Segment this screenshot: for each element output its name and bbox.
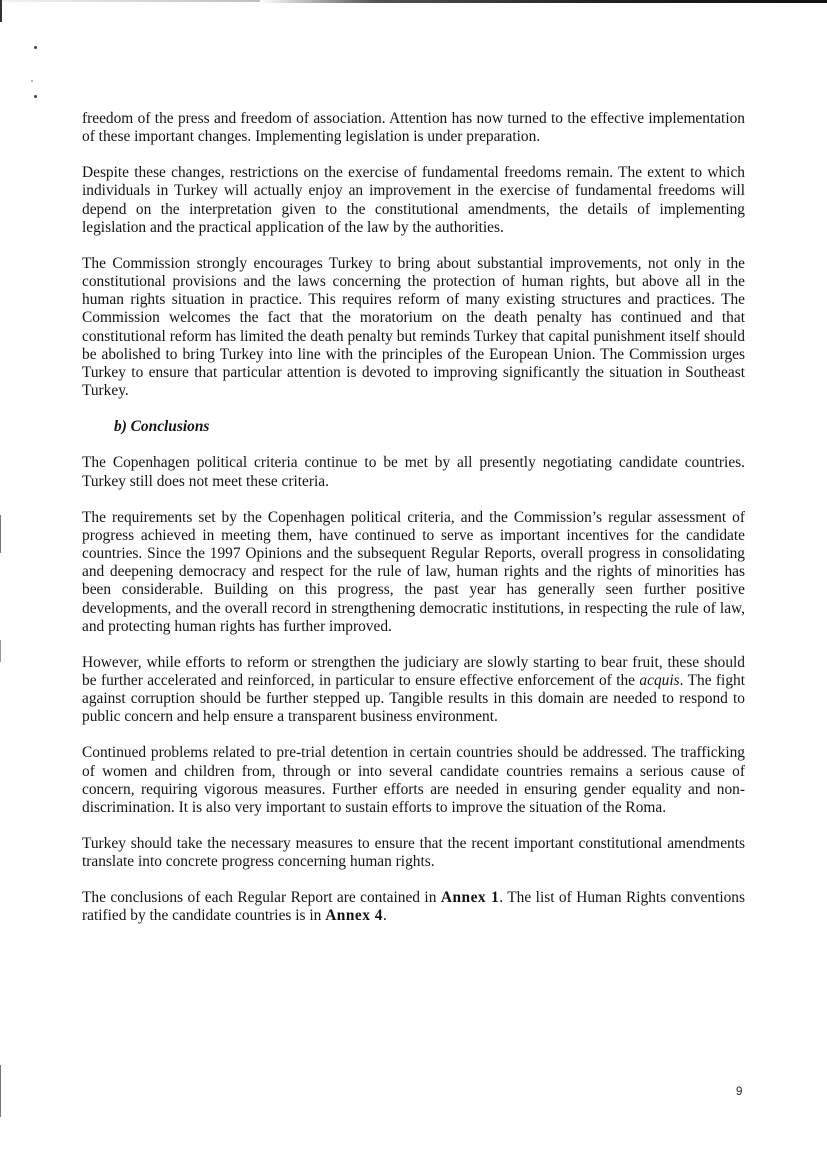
body-paragraph: Despite these changes, restrictions on the exercise of fundamental freedoms remain. The extent to which individuals in Turkey will actually enjoy an improvement in the exercise of fundamental freedoms will depend on the interpretation given to the constitutional amendments, the details of implementing legislation and the practical application of the law by the authorities.: [82, 164, 745, 236]
scan-top-edge-line: [260, 0, 827, 3]
annex-reference: Annex 4: [325, 907, 383, 925]
scan-left-edge-mark: [0, 1065, 1, 1117]
conclusion-paragraph: [82, 889, 745, 925]
text-segment: .: [383, 907, 387, 925]
annex-reference: Annex 1: [440, 889, 500, 907]
body-paragraph: The Commission strongly encourages Turkey to bring about substantial improvements, not only in the constitutional provisions and the laws concerning the protection of human rights, but above all in the human rights situation in practice. This requires reform of many existing structures and practices. The Commission welcomes the fact that the moratorium on the death penalty has continued and that constitutional reform has limited the death penalty but reminds Turkey that capital punishment itself should be abolished to bring Turkey into line with the principles of the European Union. The Commission urges Turkey to ensure that particular attention is devoted to improving significantly the situation in Southeast Turkey.: [82, 254, 745, 400]
scan-speck: [34, 95, 37, 98]
section-heading: b) Conclusions: [114, 418, 210, 436]
conclusion-paragraph: Continued problems related to pre-trial detention in certain countries should be addressed. The trafficking of women and children from, through or into several candidate countries remains a serious cause of concern, requiring vigorous measures. Further efforts are needed in ensuring gender equality and non-discrimination. It is also very important to sustain efforts to improve the situation of the Roma.: [82, 744, 745, 817]
conclusion-paragraph: Turkey should take the necessary measures to ensure that the recent important constitutional amendments translate into concrete progress concerning human rights.: [82, 835, 745, 871]
conclusion-paragraph: The Copenhagen political criteria continue to be met by all presently negotiating candidate countries. Turkey still does not meet these criteria.: [82, 454, 745, 490]
body-paragraph: freedom of the press and freedom of association. Attention has now turned to the effective implementation of these important changes. Implementing legislation is under preparation.: [82, 110, 745, 146]
document-body: [82, 110, 745, 943]
text-segment: The conclusions of each Regular Report are contained in: [82, 889, 441, 907]
conclusion-paragraph: [82, 654, 745, 727]
scan-left-edge-mark: [0, 0, 2, 22]
scan-left-edge-mark: [0, 640, 1, 662]
page-number: 9: [736, 1086, 743, 1098]
text-segment: However, while efforts to reform or strengthen the judiciary are slowly starting to bear fruit, these should be further accelerated and reinforced, in particular to ensure effective enforcement of the: [82, 653, 745, 690]
scan-left-edge-mark: [0, 515, 1, 553]
scan-speck: [34, 46, 37, 49]
text-segment: . The list of Human Rights conventions ratified by the candidate countries is in: [82, 889, 745, 925]
italic-term: acquis: [639, 672, 680, 690]
conclusion-paragraph: The requirements set by the Copenhagen political criteria, and the Commission’s regular assessment of progress achieved in meeting them, have continued to serve as important incentives for the candidate countries. Since the 1997 Opinions and the subsequent Regular Reports, overall progress in consolidating and deepening democracy and respect for the rule of law, human rights and the rights of minorities has been considerable. Building on this progress, the past year has generally seen further positive developments, and the overall record in strengthening democratic institutions, in respecting the rule of law, and protecting human rights has further improved.: [82, 508, 745, 635]
text-segment: . The fight against corruption should be further stepped up. Tangible results in this domain are needed to respond to public concern and help ensure a transparent business environment.: [82, 672, 746, 726]
scan-top-edge-faint: [0, 0, 260, 2]
scan-speck: [31, 80, 33, 82]
